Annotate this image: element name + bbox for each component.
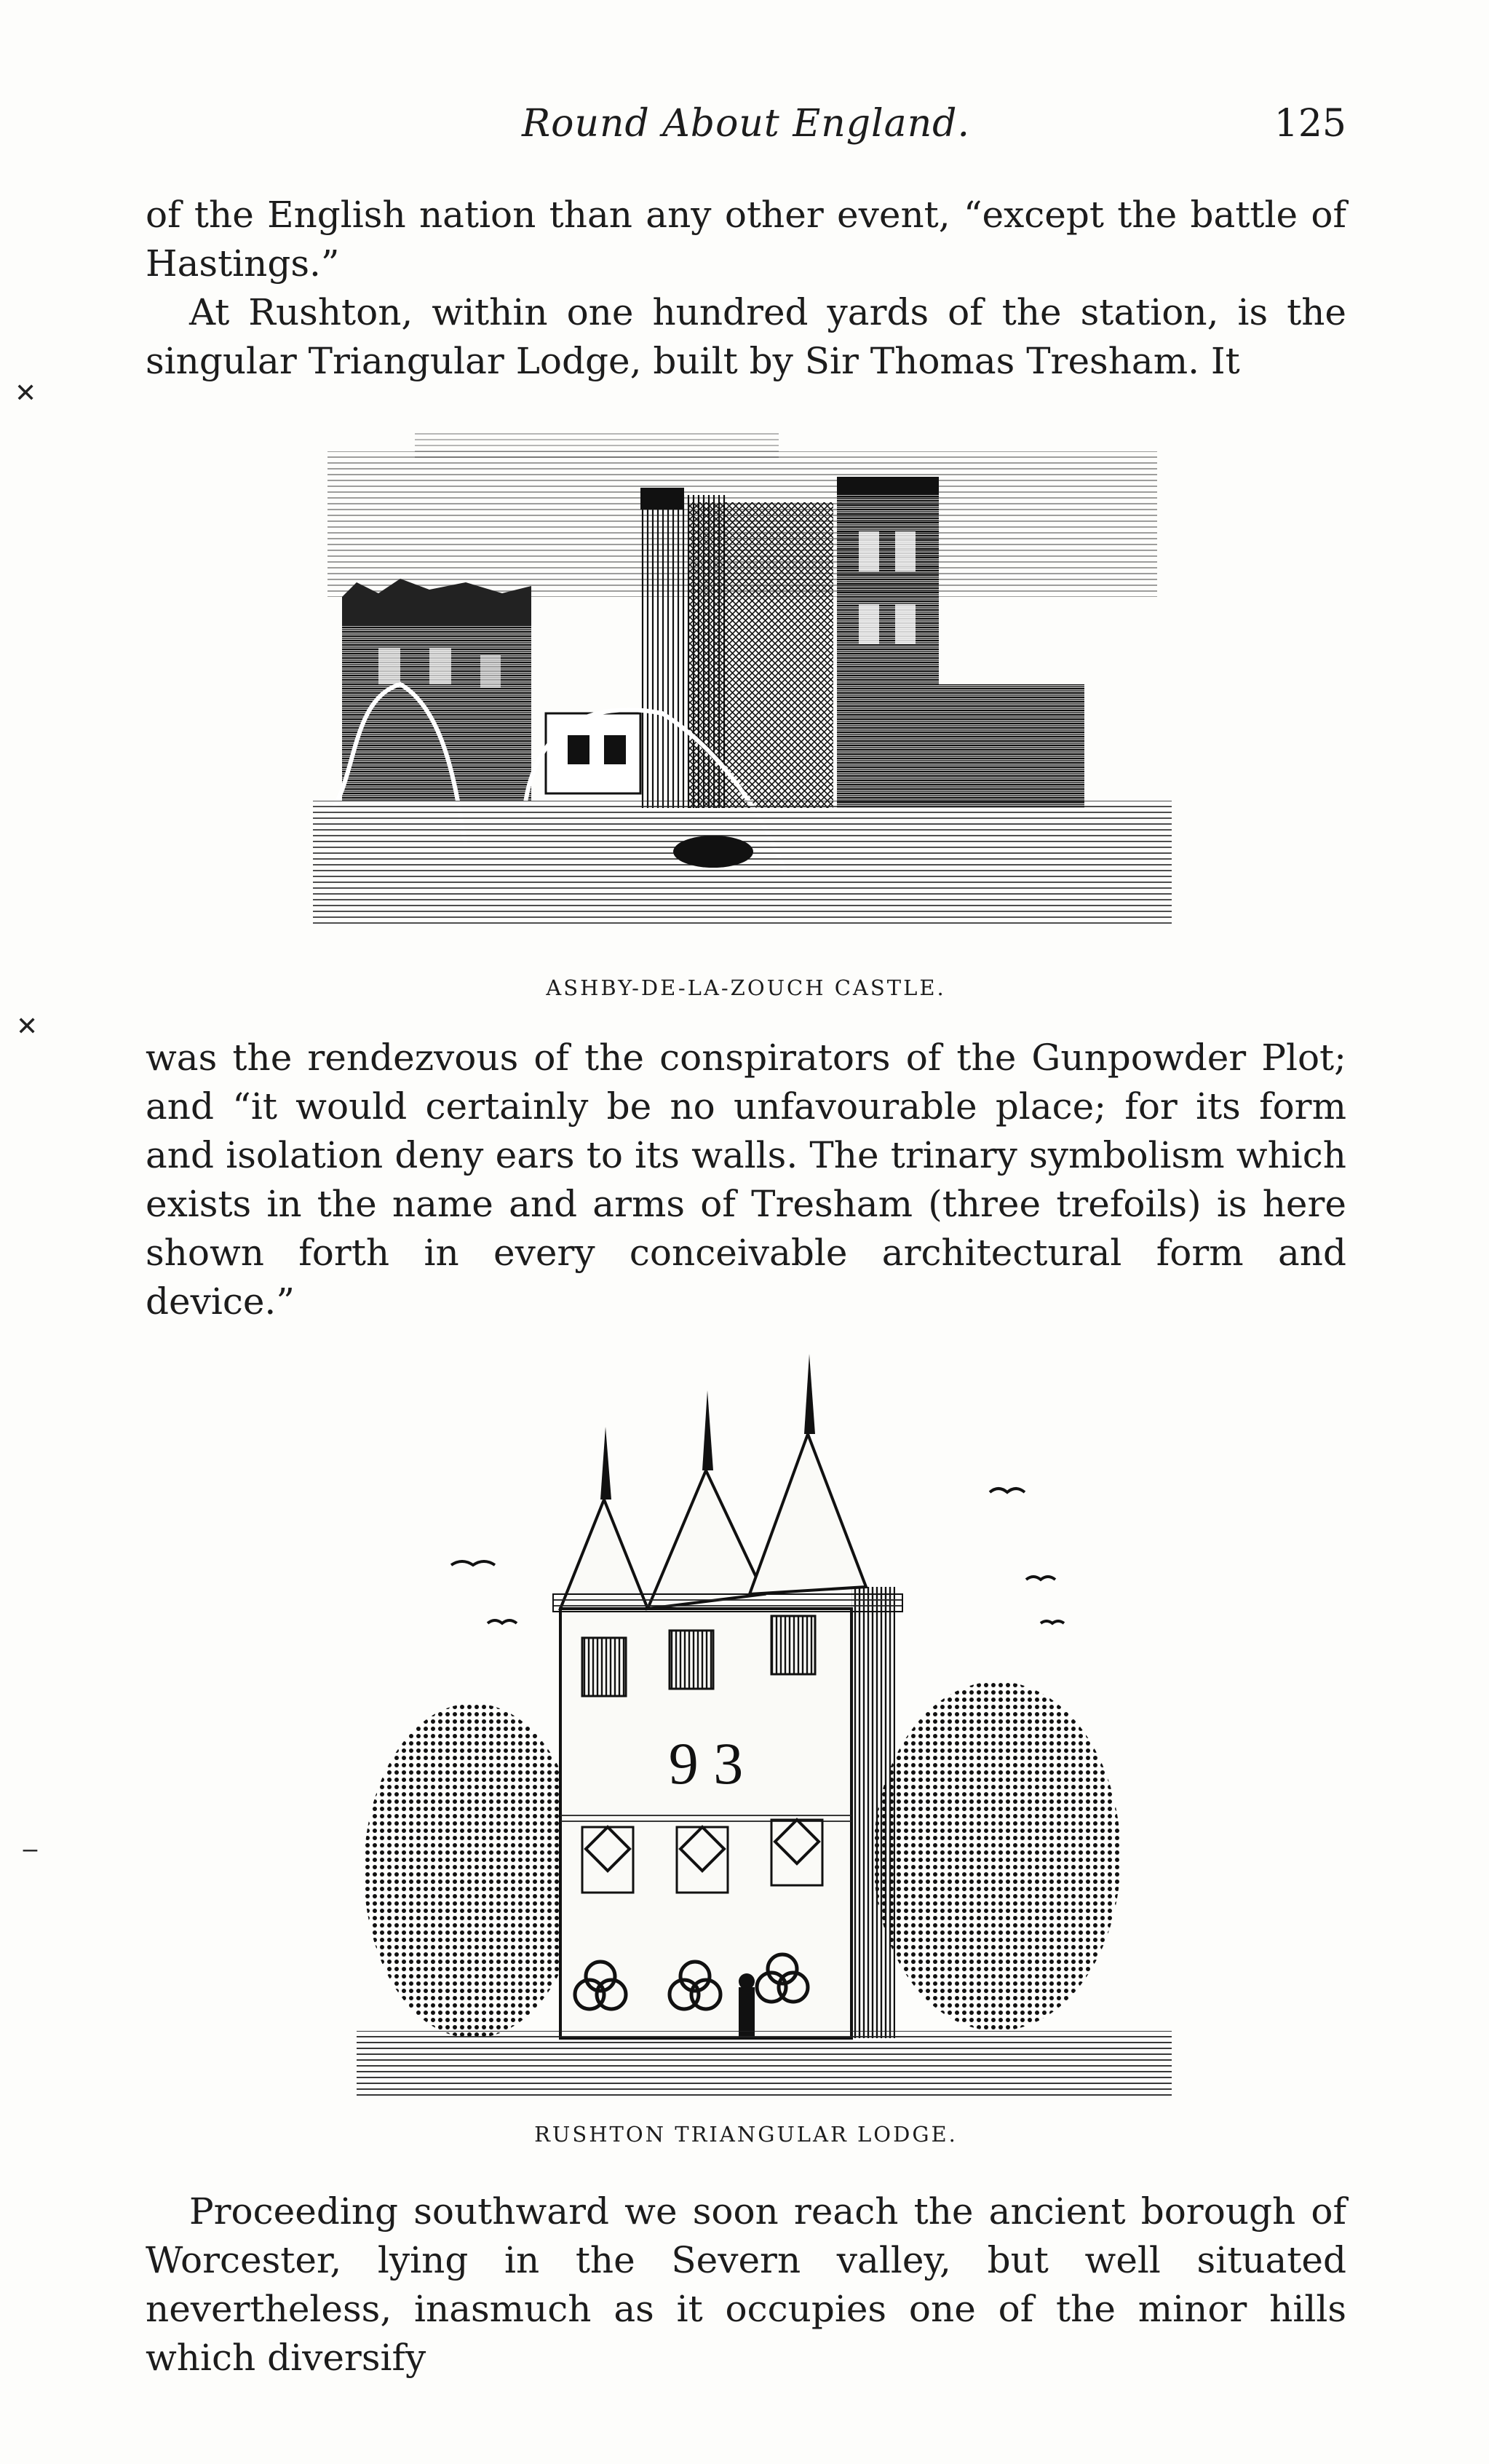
running-header [146, 102, 1346, 160]
right-tree [873, 1681, 1121, 2031]
lodge-side-wall [851, 1587, 895, 2038]
trees-right [939, 684, 1084, 808]
page-number: 125 [1274, 102, 1346, 146]
gable-right [750, 1434, 866, 1594]
paragraph-worcester: Proceeding southward we soon reach the ancient borough of Worcester, lying in the Severn valley, but well situated nevertheless, inasmuch as it occupies one of the minor hills which diversify [146, 2190, 1346, 2379]
left-ruin-wall [342, 597, 531, 801]
paragraph-gunpowder-plot: was the rendezvous of the conspirators of the Gunpowder Plot; and “it would certainly be no unfavourable place; for its form and isolation deny ears to its walls. The trinary symbolism which exists in the name and arms of Tresham (three trefoils) is here shown forth in every conceivable architectural form and device.” [146, 1037, 1346, 1323]
pinnacle-centre [702, 1390, 713, 1470]
lodge-ground [357, 2031, 1172, 2096]
paragraph-continuation: of the English nation than any other event, “except the battle of Hastings.” [146, 194, 1346, 285]
text-bottom [146, 2187, 1346, 2382]
figure1-caption: ASHBY-DE-LA-ZOUCH CASTLE. [546, 975, 946, 1000]
figure2-caption: RUSHTON TRIANGULAR LODGE. [534, 2122, 958, 2147]
pinnacle-left [600, 1427, 611, 1500]
paragraph-rushton: At Rushton, within one hundred yards of the station, is the singular Triangular Lodge, built by Sir Thomas Tresham. It [146, 291, 1346, 382]
pinnacle-right [804, 1354, 815, 1434]
margin-mark: ✕ [15, 379, 37, 408]
right-tower [837, 488, 939, 808]
running-title: Round About England. [522, 102, 970, 146]
gateway-ruin [546, 713, 640, 793]
rushton-lodge-engraving [342, 1347, 1186, 2111]
great-hall-ruin [688, 502, 833, 808]
margin-mark: ✕ [16, 1012, 39, 1042]
ashby-castle-engraving [284, 408, 1208, 968]
gable-left [560, 1500, 648, 1609]
grazing-animals [673, 836, 753, 868]
left-tree [364, 1703, 582, 2038]
standing-figure [739, 1987, 755, 2038]
lodge-date-numerals: 9 3 [668, 1730, 744, 1796]
text-middle [146, 1034, 1346, 1326]
text-top [146, 191, 1346, 386]
margin-mark: ‒ [22, 1834, 39, 1864]
gable-centre [648, 1470, 764, 1609]
